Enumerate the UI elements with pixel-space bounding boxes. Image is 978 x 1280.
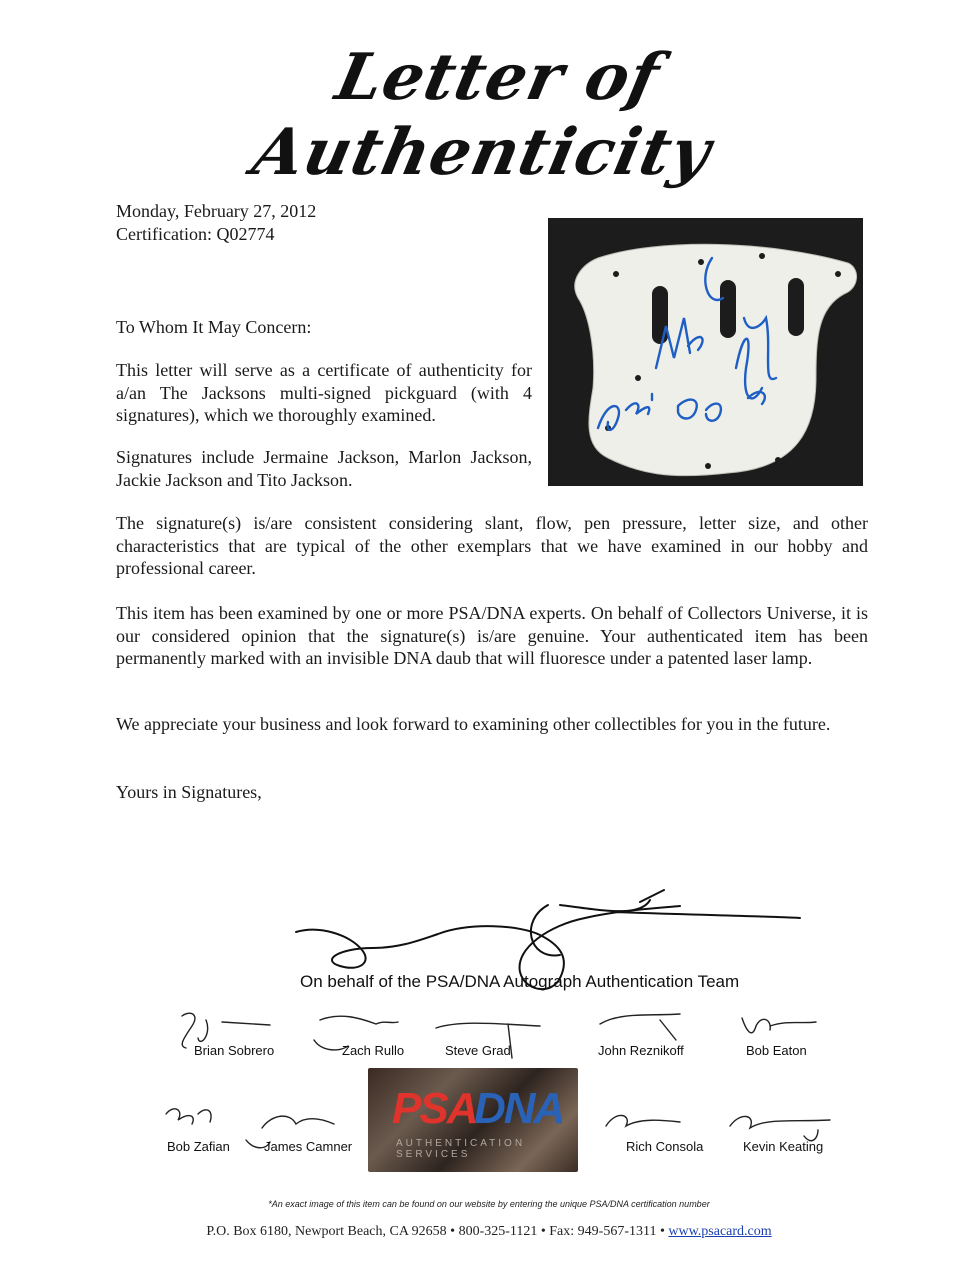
team-statement: On behalf of the PSA/DNA Autograph Authentication Team [300,972,740,991]
paragraph-signatures: Signatures include Jermaine Jackson, Marlon Jackson, Jackie Jackson and Tito Jackson. [116,447,532,490]
footnote: *An exact image of this item can be found on our website by entering the unique PSA/DNA certification number [268,1199,710,1209]
letter-title: Letter of Authenticity [246,40,718,190]
paragraph-item: This letter will serve as a certificate of authenticity for a/an The Jacksons multi-signed pickguard (with 4 signatures), which we thoroughly examined. [116,360,532,425]
paragraph-appreciation: We appreciate your business and look forward to examining other collectibles for you in the future. [116,714,831,734]
logo-subtitle: AUTHENTICATION SERVICES [396,1138,526,1160]
paragraph-opinion: This item has been examined by one or more PSA/DNA experts. On behalf of Collectors Universe, it is our considered opinion that the signature(s) is/are genuine. Your authenticated item has been permanently marked with an invisible DNA daub that will fluoresce under a patented laser lamp. [116,603,868,668]
expert-name: Steve Grad [445,1043,511,1058]
website-link[interactable]: www.psacard.com [668,1224,772,1239]
pickguard-image [548,218,863,486]
paragraph-consistency: The signature(s) is/are consistent considering slant, flow, pen pressure, letter size, and other characteristics that are typical of the other exemplars that we have examined in our hobby and professional career. [116,513,868,578]
salutation: To Whom It May Concern: [116,317,312,337]
psa-dna-logo [368,1068,578,1172]
closing: Yours in Signatures, [116,782,262,802]
certification-number: Certification: Q02774 [116,224,275,244]
expert-name: Brian Sobrero [194,1043,275,1058]
expert-name: Kevin Keating [743,1139,824,1154]
item-photo [548,218,863,486]
expert-name: Rich Consola [626,1139,704,1154]
letter-meta [116,200,316,246]
expert-name: Zach Rullo [342,1043,405,1058]
expert-name: Bob Eaton [746,1043,807,1058]
logo-dna: DNA [474,1084,564,1133]
expert-name: Bob Zafian [167,1139,230,1154]
footer-address [0,1224,978,1240]
letter-date: Monday, February 27, 2012 [116,201,317,221]
expert-name: John Reznikoff [598,1043,684,1058]
address-text: P.O. Box 6180, Newport Beach, CA 92658 • 800-325-1121 • Fax: 949-567-1311 • [206,1224,665,1239]
logo-psa: PSA [392,1084,477,1133]
expert-name: James Camner [264,1139,353,1154]
